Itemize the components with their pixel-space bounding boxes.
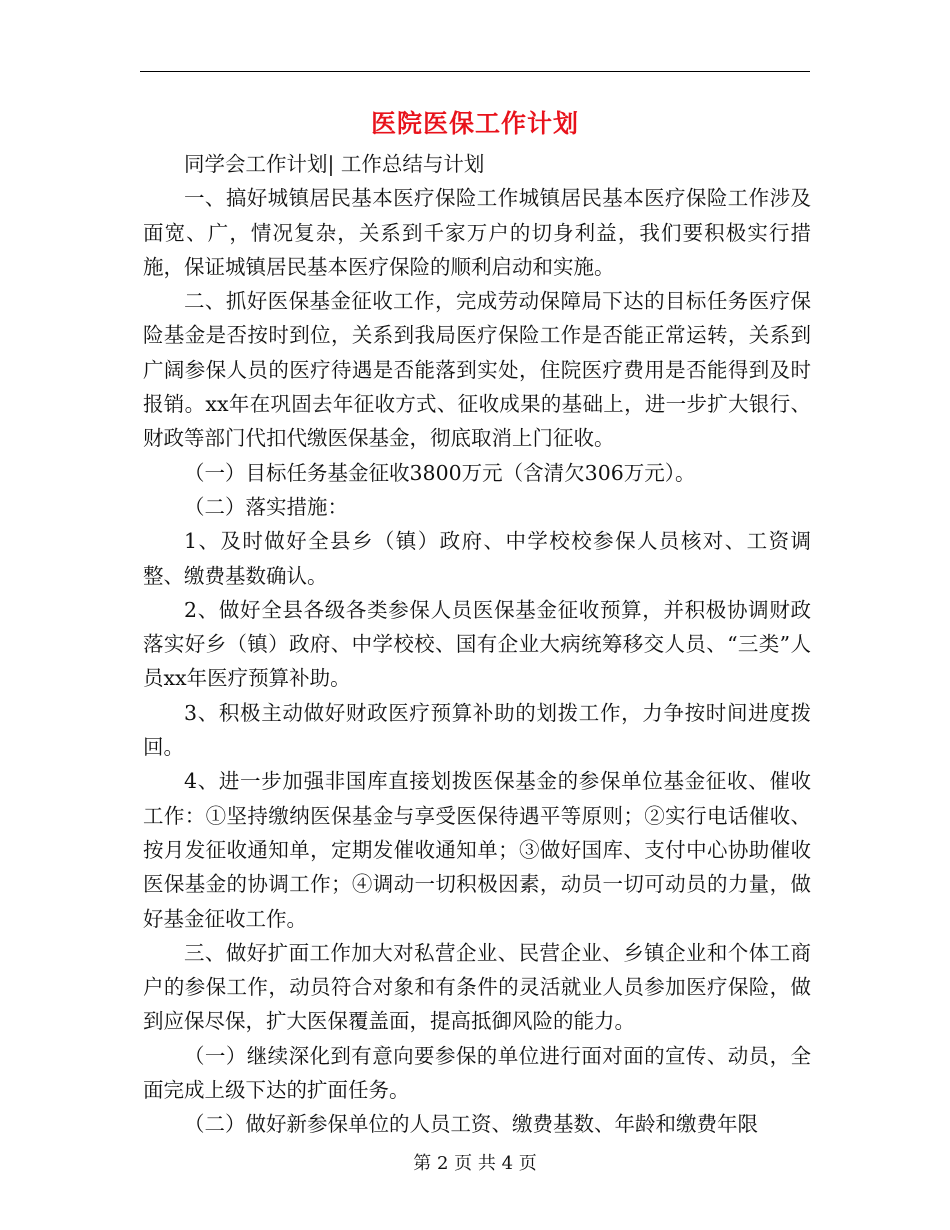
paragraph: 二、抓好医保基金征收工作，完成劳动保障局下达的目标任务医疗保险基金是否按时到位，关系到我局医疗保险工作是否能正常运转，关系到广阔参保人员的医疗待遇是否能落到实处，住院医疗费用是否能得到及时报销。xx年在巩固去年征收方式、征收成果的基础上，进一步扩大银行、财政等部门代扣代缴医保基金，彻底取消上门征收。	[143, 289, 811, 451]
footer-total-pages: 4	[501, 1153, 514, 1174]
paragraph: （一）继续深化到有意向要参保的单位进行面对面的宣传、动员，全面完成上级下达的扩面任务。	[143, 1043, 811, 1103]
page-footer	[0, 1150, 950, 1178]
paragraph: 三、做好扩面工作加大对私营企业、民营企业、乡镇企业和个体工商户的参保工作，动员符合对象和有条件的灵活就业人员参加医疗保险，做到应保尽保，扩大医保覆盖面，提高抵御风险的能力。	[143, 940, 811, 1034]
footer-prefix: 第	[413, 1153, 432, 1174]
footer-suffix: 页	[518, 1153, 537, 1174]
footer-current-page: 2	[436, 1153, 449, 1174]
document-title: 医院医保工作计划	[370, 109, 579, 138]
paragraph: 一、搞好城镇居民基本医疗保险工作城镇居民基本医疗保险工作涉及面宽、广，情况复杂，关系到千家万户的切身利益，我们要积极实行措施，保证城镇居民基本医疗保险的顺利启动和实施。	[143, 186, 811, 279]
paragraph: 1、及时做好全县乡（镇）政府、中学校校参保人员核对、工资调整、缴费基数确认。	[143, 529, 811, 588]
paragraph: （二）做好新参保单位的人员工资、缴费基数、年龄和缴费年限	[184, 1112, 758, 1137]
paragraph: 同学会工作计划| 工作总结与计划	[184, 152, 485, 176]
document-body	[143, 147, 811, 1142]
paragraph: 4、进一步加强非国库直接划拨医保基金的参保单位基金征收、催收工作：①坚持缴纳医保基金与享受医保待遇平等原则；②实行电话催收、按月发征收通知单，定期发催收通知单；③做好国库、支付中心协助催收医保基金的协调工作；④调动一切积极因素，动员一切可动员的力量，做好基金征收工作。	[143, 769, 811, 931]
paragraph: 3、积极主动做好财政医疗预算补助的划拨工作，力争按时间进度拨回。	[143, 700, 811, 760]
header-rule	[140, 71, 810, 72]
paragraph: 2、做好全县各级各类参保人员医保基金征收预算，并积极协调财政落实好乡（镇）政府、中学校校、国有企业大病统筹移交人员、“三类”人员xx年医疗预算补助。	[143, 597, 811, 691]
paragraph: （一）目标任务基金征收3800万元（含清欠306万元）。	[184, 460, 696, 485]
paragraph: （二）落实措施：	[184, 494, 348, 519]
footer-middle: 页 共	[454, 1153, 496, 1174]
